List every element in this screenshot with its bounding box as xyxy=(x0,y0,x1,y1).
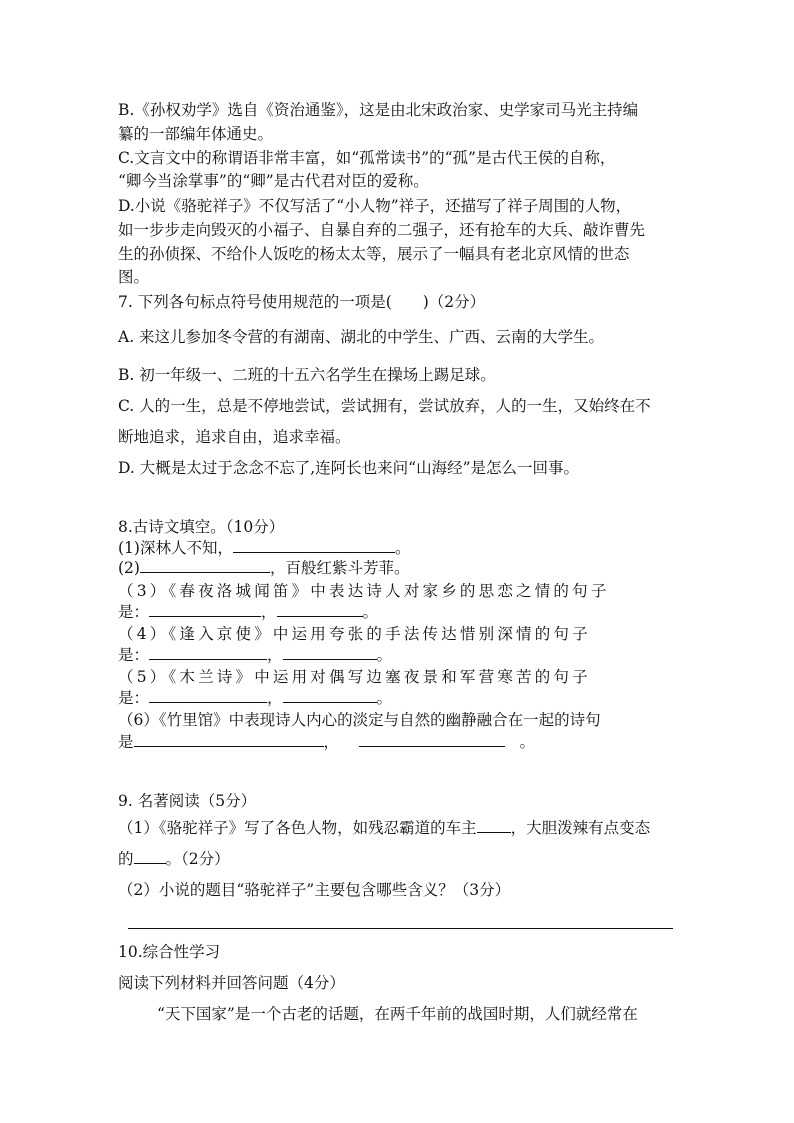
option-c-line-2: “卿今当涂掌事”的“卿”是古代君对臣的爱称。 xyxy=(118,172,429,190)
option-d-line-2: 如一步步走向毁灭的小福子、自暴自弃的二强子，还有抢车的大兵、敲诈曹先 xyxy=(118,221,646,239)
question-7-option-b: B. 初一年级一、二班的十五六名学生在操场上踢足球。 xyxy=(118,366,496,384)
answer-blank[interactable] xyxy=(283,687,377,703)
question-8-item-6: （6）《竹里馆》中表现诗人内心的淡定与自然的幽静融合在一起的诗句 xyxy=(118,711,601,729)
option-d-line-1: D.小说《骆驼祥子》不仅写活了“小人物”祥子，还描写了祥子周围的人物， xyxy=(118,197,632,215)
answer-blank[interactable] xyxy=(477,817,511,833)
option-b-line-2: 纂的一部编年体通史。 xyxy=(118,125,274,143)
option-d-line-3: 生的孙侦探、不给仆人饭吃的杨太太等，展示了一幅具有老北京风情的世态 xyxy=(118,245,630,263)
question-8-item-4: （4）《逢入京使》中运用夸张的手法传达惜别深情的句子 xyxy=(118,625,591,643)
question-7-option-d: D. 大概是太过于念念不忘了,连阿长也来问“山海经”是怎么一回事。 xyxy=(118,459,580,477)
question-10-passage: “天下国家”是一个古老的话题，在两千年前的战国时期，人们就经常在 xyxy=(157,1005,638,1023)
question-9-item-1: （1）《骆驼祥子》写了各色人物，如残忍霸道的车主 ，大胆泼辣有点变态 xyxy=(118,819,651,837)
question-9-title: 9. 名著阅读（5分） xyxy=(118,792,257,810)
option-b-line-1: B.《孙权劝学》选自《资治通鉴》，这是由北宋政治家、史学家司马光主持编 xyxy=(118,101,639,119)
answer-blank[interactable] xyxy=(149,601,261,617)
answer-blank[interactable] xyxy=(233,537,395,553)
question-9-item-2: （2）小说的题目“骆驼祥子”主要包含哪些含义？（3分） xyxy=(118,881,511,899)
option-c-line-1: C.文言文中的称谓语非常丰富，如“孤常读书”的“孤”是古代王侯的自称， xyxy=(118,149,616,167)
question-7-option-c-2: 断地追求，追求自由，追求幸福。 xyxy=(118,428,351,446)
answer-blank[interactable] xyxy=(140,557,270,573)
question-7-title: 7. 下列各句标点符号使用规范的一项是( )（2分） xyxy=(118,293,486,311)
answer-blank[interactable] xyxy=(134,848,166,864)
question-7-option-c-1: C. 人的一生，总是不停地尝试，尝试拥有，尝试放弃，人的一生，又始终在不 xyxy=(118,397,651,415)
question-8-item-2: (2) ，百般红紫斗芳菲。 xyxy=(118,559,410,577)
question-10-subtitle: 阅读下列材料并回答问题（4分） xyxy=(118,974,345,992)
answer-blank[interactable] xyxy=(149,687,267,703)
answer-blank[interactable] xyxy=(283,644,377,660)
question-8-item-1: (1)深林人不知， 。 xyxy=(118,539,411,557)
answer-blank[interactable] xyxy=(149,644,267,660)
question-8-item-5-answer: 是： ， 。 xyxy=(118,689,393,707)
question-8-item-3-answer: 是： ， 。 xyxy=(118,603,379,621)
option-d-line-4: 图。 xyxy=(118,268,150,286)
answer-blank[interactable] xyxy=(134,731,324,747)
question-8-item-4-answer: 是： ， 。 xyxy=(118,646,393,664)
question-8-title: 8.古诗文填空。（10分） xyxy=(118,518,285,536)
question-9-item-1-cont: 的 。（2分） xyxy=(118,850,230,868)
question-10-title: 10.综合性学习 xyxy=(118,943,221,961)
question-7-option-a: A. 来这儿参加冬令营的有湖南、湖北的中学生、广西、云南的大学生。 xyxy=(118,328,605,346)
answer-line[interactable] xyxy=(128,928,673,929)
question-8-item-5: （5）《木兰诗》中运用对偶写边塞夜景和军营寒苦的句子 xyxy=(118,668,591,686)
answer-blank[interactable] xyxy=(359,731,505,747)
question-8-item-3: （3）《春夜洛城闻笛》中表达诗人对家乡的思恋之情的句子 xyxy=(118,582,610,600)
question-8-item-6-answer: 是 ， 。 xyxy=(118,733,536,751)
answer-blank[interactable] xyxy=(277,601,363,617)
